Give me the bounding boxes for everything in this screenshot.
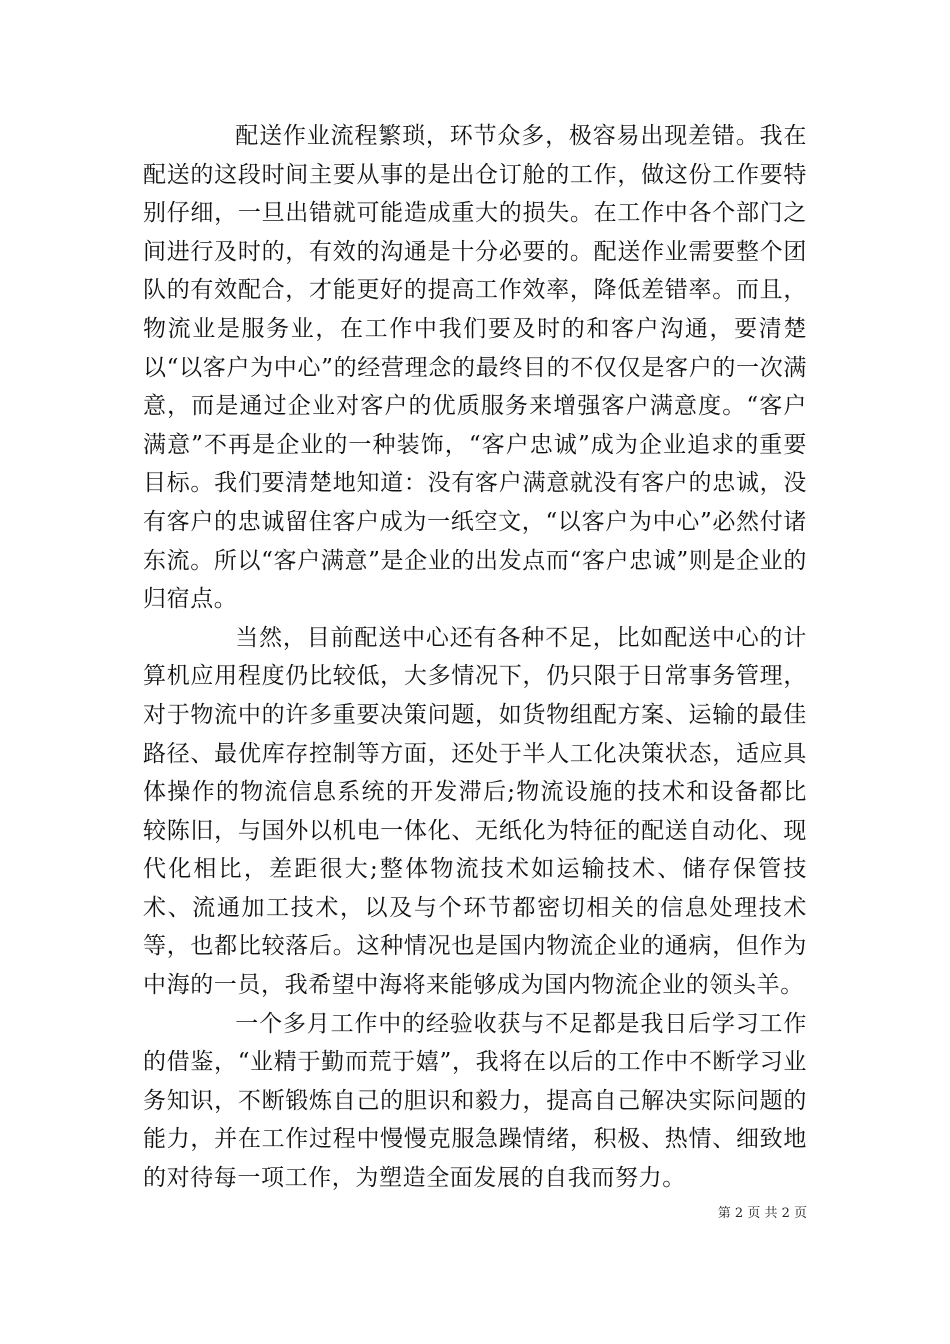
paragraph-2 (143, 619, 807, 1005)
paragraph-3-text: 一个多月工作中的经验收获与不足都是我日后学习工作的借鉴，“业精于勤而荒于嬉”，我将在以后的工作中不断学习业务知识，不断锻炼自己的胆识和毅力，提高自己解决实际问题的能力，并在工作过程中慢慢克服急躁情绪，积极、热情、细致地的对待每一项工作，为塑造全面发展的自我而努力。 (143, 1010, 807, 1192)
paragraph-3 (143, 1005, 807, 1198)
document-body (143, 117, 807, 1198)
page-number-footer: 第 2 页 共 2 页 (717, 1206, 807, 1221)
paragraph-1 (143, 117, 807, 619)
paragraph-2-text: 当然，目前配送中心还有各种不足，比如配送中心的计算机应用程度仍比较低，大多情况下，仍只限于日常事务管理，对于物流中的许多重要决策问题，如货物组配方案、运输的最佳路径、最优库存控制等方面，还处于半人工化决策状态，适应具体操作的物流信息系统的开发滞后;物流设施的技术和设备都比较陈旧，与国外以机电一体化、无纸化为特征的配送自动化、现代化相比，差距很大;整体物流技术如运输技术、储存保管技术、流通加工技术，以及与个环节都密切相关的信息处理技术等，也都比较落后。这种情况也是国内物流企业的通病，但作为中海的一员，我希望中海将来能够成为国内物流企业的领头羊。 (143, 624, 807, 999)
paragraph-1-text: 配送作业流程繁琐，环节众多，极容易出现差错。我在配送的这段时间主要从事的是出仓订舱的工作，做这份工作要特别仔细，一旦出错就可能造成重大的损失。在工作中各个部门之间进行及时的，有效的沟通是十分必要的。配送作业需要整个团队的有效配合，才能更好的提高工作效率，降低差错率。而且，物流业是服务业，在工作中我们要及时的和客户沟通，要清楚以“以客户为中心”的经营理念的最终目的不仅仅是客户的一次满意，而是通过企业对客户的优质服务来增强客户满意度。“客户满意”不再是企业的一种装饰，“客户忠诚”成为企业追求的重要目标。我们要清楚地知道：没有客户满意就没有客户的忠诚，没有客户的忠诚留住客户成为一纸空文，“以客户为中心”必然付诸东流。所以“客户满意”是企业的出发点而“客户忠诚”则是企业的归宿点。 (143, 123, 807, 613)
